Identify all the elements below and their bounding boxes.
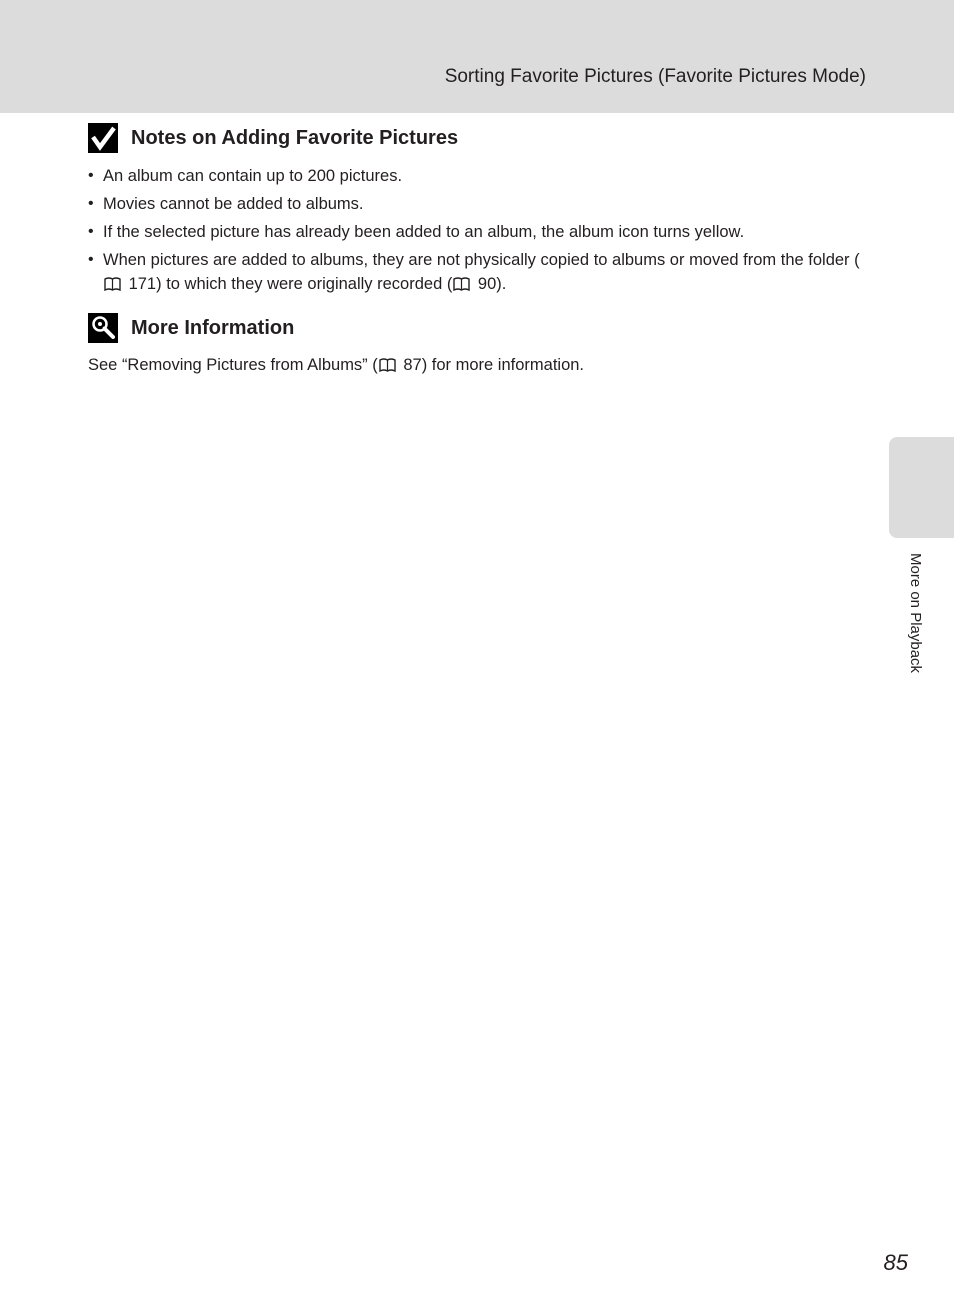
header-band [0, 0, 954, 113]
list-item-text: 171) to which they were originally recorded ( [124, 275, 453, 293]
list-item [88, 248, 878, 296]
list-item [88, 220, 878, 244]
notes-section-heading: Notes on Adding Favorite Pictures [131, 126, 459, 149]
page-number: 85 [883, 1250, 908, 1275]
notes-section [88, 120, 878, 300]
book-icon [379, 355, 396, 369]
list-item-text: If the selected picture has already been added to an album, the album icon turns yellow. [103, 223, 745, 241]
list-item [88, 164, 878, 188]
info-section-header [88, 310, 878, 346]
magnifier-icon [88, 313, 118, 343]
chapter-tab [889, 437, 954, 538]
list-item-text: 90). [473, 275, 507, 293]
info-text: 87) for more information. [398, 356, 585, 374]
page-header-title: Sorting Favorite Pictures (Favorite Pictures Mode) [444, 66, 866, 87]
notes-list [88, 164, 878, 296]
list-item-text: When pictures are added to albums, they are not physically copied to albums or moved from the folder ( [103, 251, 860, 269]
checkmark-icon [88, 123, 118, 153]
info-section-heading: More Information [131, 316, 295, 339]
book-icon [104, 274, 121, 288]
chapter-tab-label: More on Playback [907, 553, 924, 674]
list-item-text: An album can contain up to 200 pictures. [103, 167, 403, 185]
list-item-text: Movies cannot be added to albums. [103, 195, 364, 213]
info-text: See “Removing Pictures from Albums” ( [88, 356, 378, 374]
info-paragraph [88, 353, 878, 377]
list-item [88, 192, 878, 216]
notes-section-header [88, 120, 878, 156]
book-icon [453, 274, 470, 288]
info-section [88, 310, 878, 377]
